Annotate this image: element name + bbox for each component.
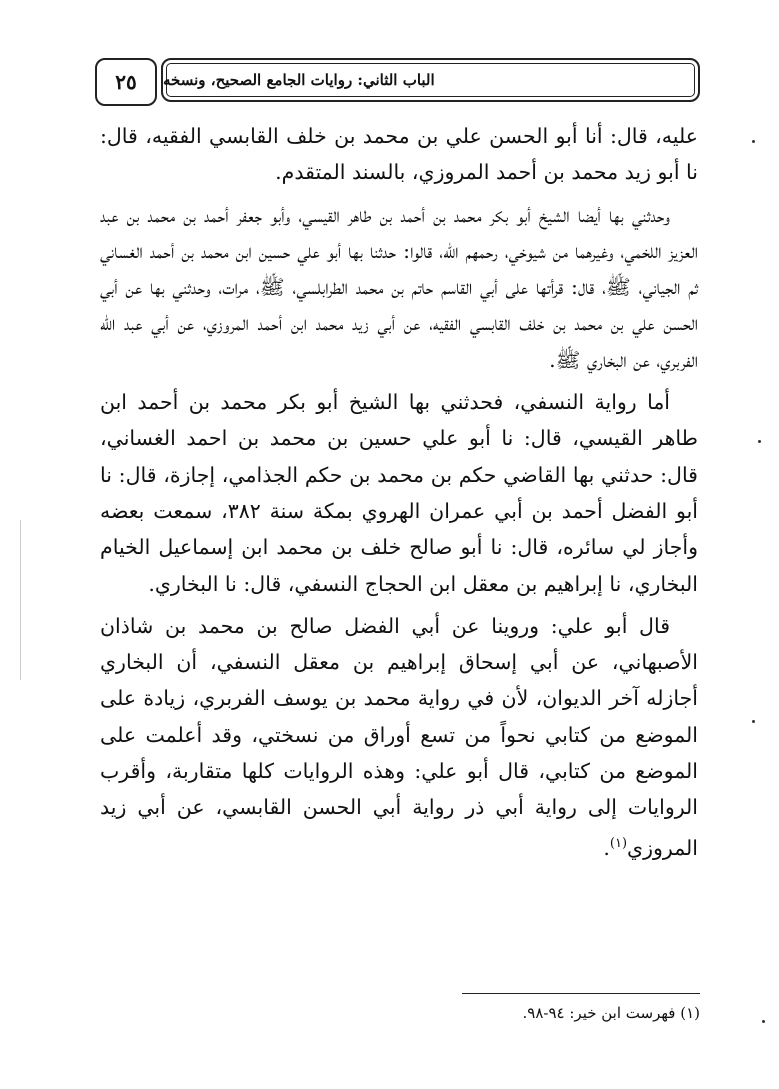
scan-speck	[762, 1020, 765, 1023]
footnote: (١) فهرست ابن خير: ٩٤-٩٨.	[522, 1004, 700, 1022]
paragraph-2: وحدثني بها أيضا الشيخ أبو بكر محمد بن أحمد بن طاهر القيسي، وأبو جعفر أحمد بن محمد بن عبد العزيز اللخمي، وغيرهما من شيوخي، رحمهم الله، قالوا: حدثنا بها أبو علي حسين ابن محمد بن أحمد الغساني ثم الجياني، ﷺ، قال: قرأتها على أبي القاسم حاتم بن محمد الطرابلسي، ﷺ، مرات، وحدثني بها عن أبي الحسن علي بن محمد بن خلف القابسي الفقيه، عن أبي زيد محمد ابن أحمد المروزي، عن أبي عبد الله الفربري، عن البخاري ﷺ.	[100, 202, 698, 372]
footnote-reference: (١)	[609, 835, 628, 851]
page-number-box	[95, 58, 157, 106]
running-title-box	[161, 58, 700, 102]
paragraph-4-period: .	[603, 835, 610, 860]
running-header	[95, 58, 700, 108]
scan-speck	[758, 440, 761, 443]
footnote-separator	[462, 993, 700, 994]
main-text	[100, 118, 698, 872]
paragraph-3: أما رواية النسفي، فحدثني بها الشيخ أبو بكر محمد بن أحمد ابن طاهر القيسي، قال: نا أبو علي حسين بن محمد بن احمد الغساني، قال: حدثني بها القاضي حكم بن محمد بن حكم الجذامي، إجازة، قال: نا أبو الفضل أحمد بن أبي عمران الهروي بمكة سنة ٣٨٢، سمعت بعضه وأجاز لي سائره، قال: نا أبو صالح خلف بن محمد ابن إسماعيل الخيام البخاري، نا إبراهيم بن معقل ابن الحجاج النسفي، قال: نا البخاري.	[100, 390, 699, 596]
page-number: ٢٥	[115, 70, 137, 94]
paragraph-1: عليه، قال: أنا أبو الحسن علي بن محمد بن خلف القابسي الفقيه، قال: نا أبو زيد محمد بن أحمد المروزي، بالسند المتقدم.	[100, 124, 698, 185]
running-title: الباب الثاني: روايات الجامع الصحيح، ونسخه	[163, 71, 435, 89]
scan-speck	[752, 140, 755, 143]
scan-speck	[752, 720, 755, 723]
paragraph-4-text: قال أبو علي: وروينا عن أبي الفضل صالح بن محمد بن شاذان الأصبهاني، عن أبي إسحاق إبراهيم بن معقل النسفي، أن البخاري أجازله آخر الديوان، لأن في رواية محمد بن يوسف الفربري، زيادة على الموضع من كتابي نحواً من تسع أوراق من نسختي، وقد أعلمت على الموضع من كتابي، قال أبو علي: وهذه الروايات كلها متقاربة، وأقرب الروايات إلى رواية أبي ذر رواية أبي الحسن القابسي، عن أبي زيد المروزي	[100, 613, 698, 860]
scan-margin-line	[20, 520, 21, 680]
paragraph-4	[100, 608, 698, 866]
